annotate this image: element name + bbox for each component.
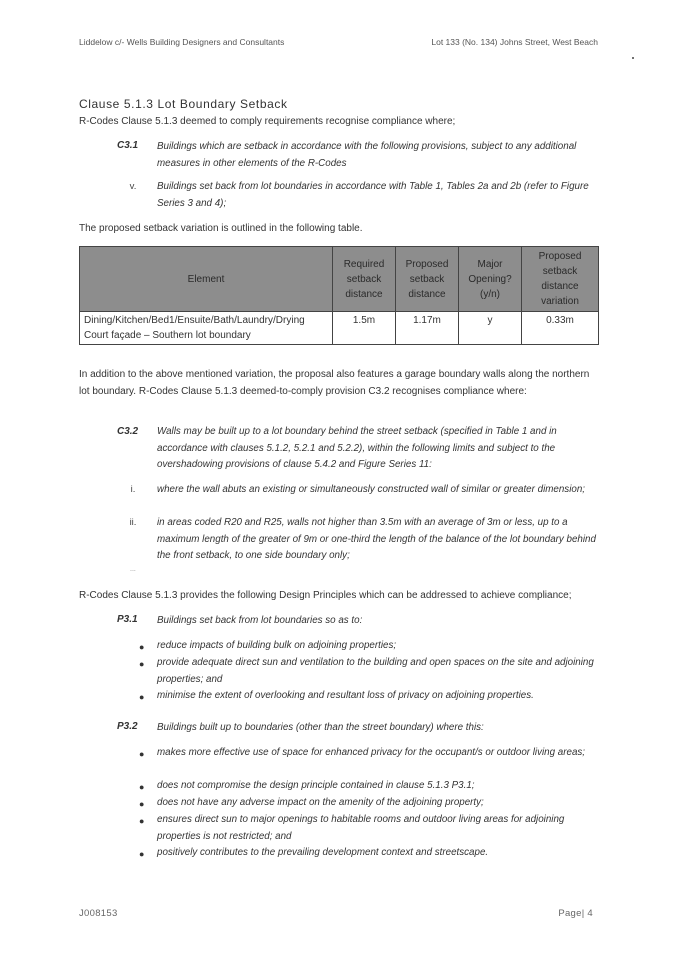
p31-bullet-3: minimise the extent of overlooking and resultant loss of privacy on adjoining properties. bbox=[157, 690, 534, 701]
clause-c31-item-number: v. bbox=[129, 181, 137, 192]
scan-speck bbox=[632, 57, 634, 59]
header-right: Lot 133 (No. 134) Johns Street, West Beach bbox=[431, 37, 598, 47]
omission-marker: ... bbox=[130, 566, 136, 573]
clause-c32-item-1-number: i. bbox=[130, 484, 136, 495]
bullet-icon: ● bbox=[139, 816, 145, 826]
cell-major-opening: y bbox=[459, 312, 522, 345]
bullet-icon: ● bbox=[139, 659, 145, 669]
clause-c31-number: C3.1 bbox=[117, 140, 139, 151]
clause-c32-item-2-text: in areas coded R20 and R25, walls not higher than 3.5m with an average of 3m or less, up to a maximum length of the greater of 9m or one-third the length of the balance of the lot boundary behind the front setback, to one side boundary only; bbox=[157, 517, 596, 561]
bullet-icon: ● bbox=[139, 642, 145, 652]
cell-required-setback: 1.5m bbox=[333, 312, 396, 345]
p32-bullet-5: positively contributes to the prevailing development context and streetscape. bbox=[157, 847, 489, 858]
clause-p32-number: P3.2 bbox=[117, 721, 138, 732]
header-left: Liddelow c/- Wells Building Designers and Consultants bbox=[79, 37, 285, 47]
clause-p31-number: P3.1 bbox=[117, 614, 138, 625]
bullet-icon: ● bbox=[139, 799, 145, 809]
footer-reference: J008153 bbox=[79, 908, 118, 919]
section-intro: R-Codes Clause 5.1.3 deemed to comply requirements recognise compliance where; bbox=[79, 116, 456, 127]
cell-setback-variation: 0.33m bbox=[522, 312, 599, 345]
section-title: Clause 5.1.3 Lot Boundary Setback bbox=[79, 97, 288, 111]
clause-c31-item-text: Buildings set back from lot boundaries in accordance with Table 1, Tables 2a and 2b (refer to Figure Series 3 and 4); bbox=[157, 181, 589, 209]
bullet-icon: ● bbox=[139, 782, 145, 792]
clause-c32-item-1-text: where the wall abuts an existing or simultaneously constructed wall of similar or greater dimension; bbox=[157, 484, 585, 495]
variation-intro: The proposed setback variation is outlined in the following table. bbox=[79, 223, 363, 234]
cell-element: Dining/Kitchen/Bed1/Ensuite/Bath/Laundry/Drying Court façade – Southern lot boundary bbox=[80, 312, 333, 345]
header-proposed-setback: Proposed setback distance bbox=[396, 247, 459, 312]
p31-bullet-1: reduce impacts of building bulk on adjoining properties; bbox=[157, 640, 397, 651]
clause-c32-number: C3.2 bbox=[117, 426, 139, 437]
addition-paragraph: In addition to the above mentioned variation, the proposal also features a garage boundary walls along the northern lot boundary. R-Codes Clause 5.1.3 deemed-to-comply provision C3.2 recognises compliance where: bbox=[79, 369, 590, 397]
bullet-icon: ● bbox=[139, 749, 145, 759]
header-setback-variation: Proposed setback distance variation bbox=[522, 247, 599, 312]
bullet-icon: ● bbox=[139, 849, 145, 859]
p32-bullet-4: ensures direct sun to major openings to habitable rooms and outdoor living areas for adjoining properties is not restricted; and bbox=[157, 814, 565, 842]
table-row bbox=[80, 312, 599, 345]
p32-bullet-3: does not have any adverse impact on the amenity of the adjoining property; bbox=[157, 797, 484, 808]
bullet-icon: ● bbox=[139, 692, 145, 702]
clause-p31-text: Buildings set back from lot boundaries so as to: bbox=[157, 615, 363, 626]
footer-page-number: Page| 4 bbox=[558, 908, 593, 919]
p31-bullet-2: provide adequate direct sun and ventilation to the building and open spaces on the site and adjoining properties; and bbox=[157, 657, 594, 685]
p32-bullet-1: makes more effective use of space for enhanced privacy for the occupant/s or outdoor living areas; bbox=[157, 747, 586, 758]
header-required-setback: Required setback distance bbox=[333, 247, 396, 312]
clause-c32-text: Walls may be built up to a lot boundary behind the street setback (specified in Table 1 and in accordance with clauses 5.1.2, 5.2.1 and 5.2.2), within the following limits and subject to the overshadowing provisions of clause 5.4.2 and Figure Series 11: bbox=[157, 426, 557, 470]
header-major-opening: Major Opening? (y/n) bbox=[459, 247, 522, 312]
clause-c32-item-2-number: ii. bbox=[129, 517, 137, 528]
cell-proposed-setback: 1.17m bbox=[396, 312, 459, 345]
header-element: Element bbox=[80, 247, 333, 312]
design-principles-intro: R-Codes Clause 5.1.3 provides the following Design Principles which can be addressed to achieve compliance; bbox=[79, 590, 572, 601]
clause-c31-text: Buildings which are setback in accordance with the following provisions, subject to any additional measures in other elements of the R-Codes bbox=[157, 141, 577, 169]
table-header-row bbox=[80, 247, 599, 312]
setback-variation-table bbox=[79, 246, 599, 345]
p32-bullet-2: does not compromise the design principle contained in clause 5.1.3 P3.1; bbox=[157, 780, 475, 791]
clause-p32-text: Buildings built up to boundaries (other than the street boundary) where this: bbox=[157, 722, 484, 733]
